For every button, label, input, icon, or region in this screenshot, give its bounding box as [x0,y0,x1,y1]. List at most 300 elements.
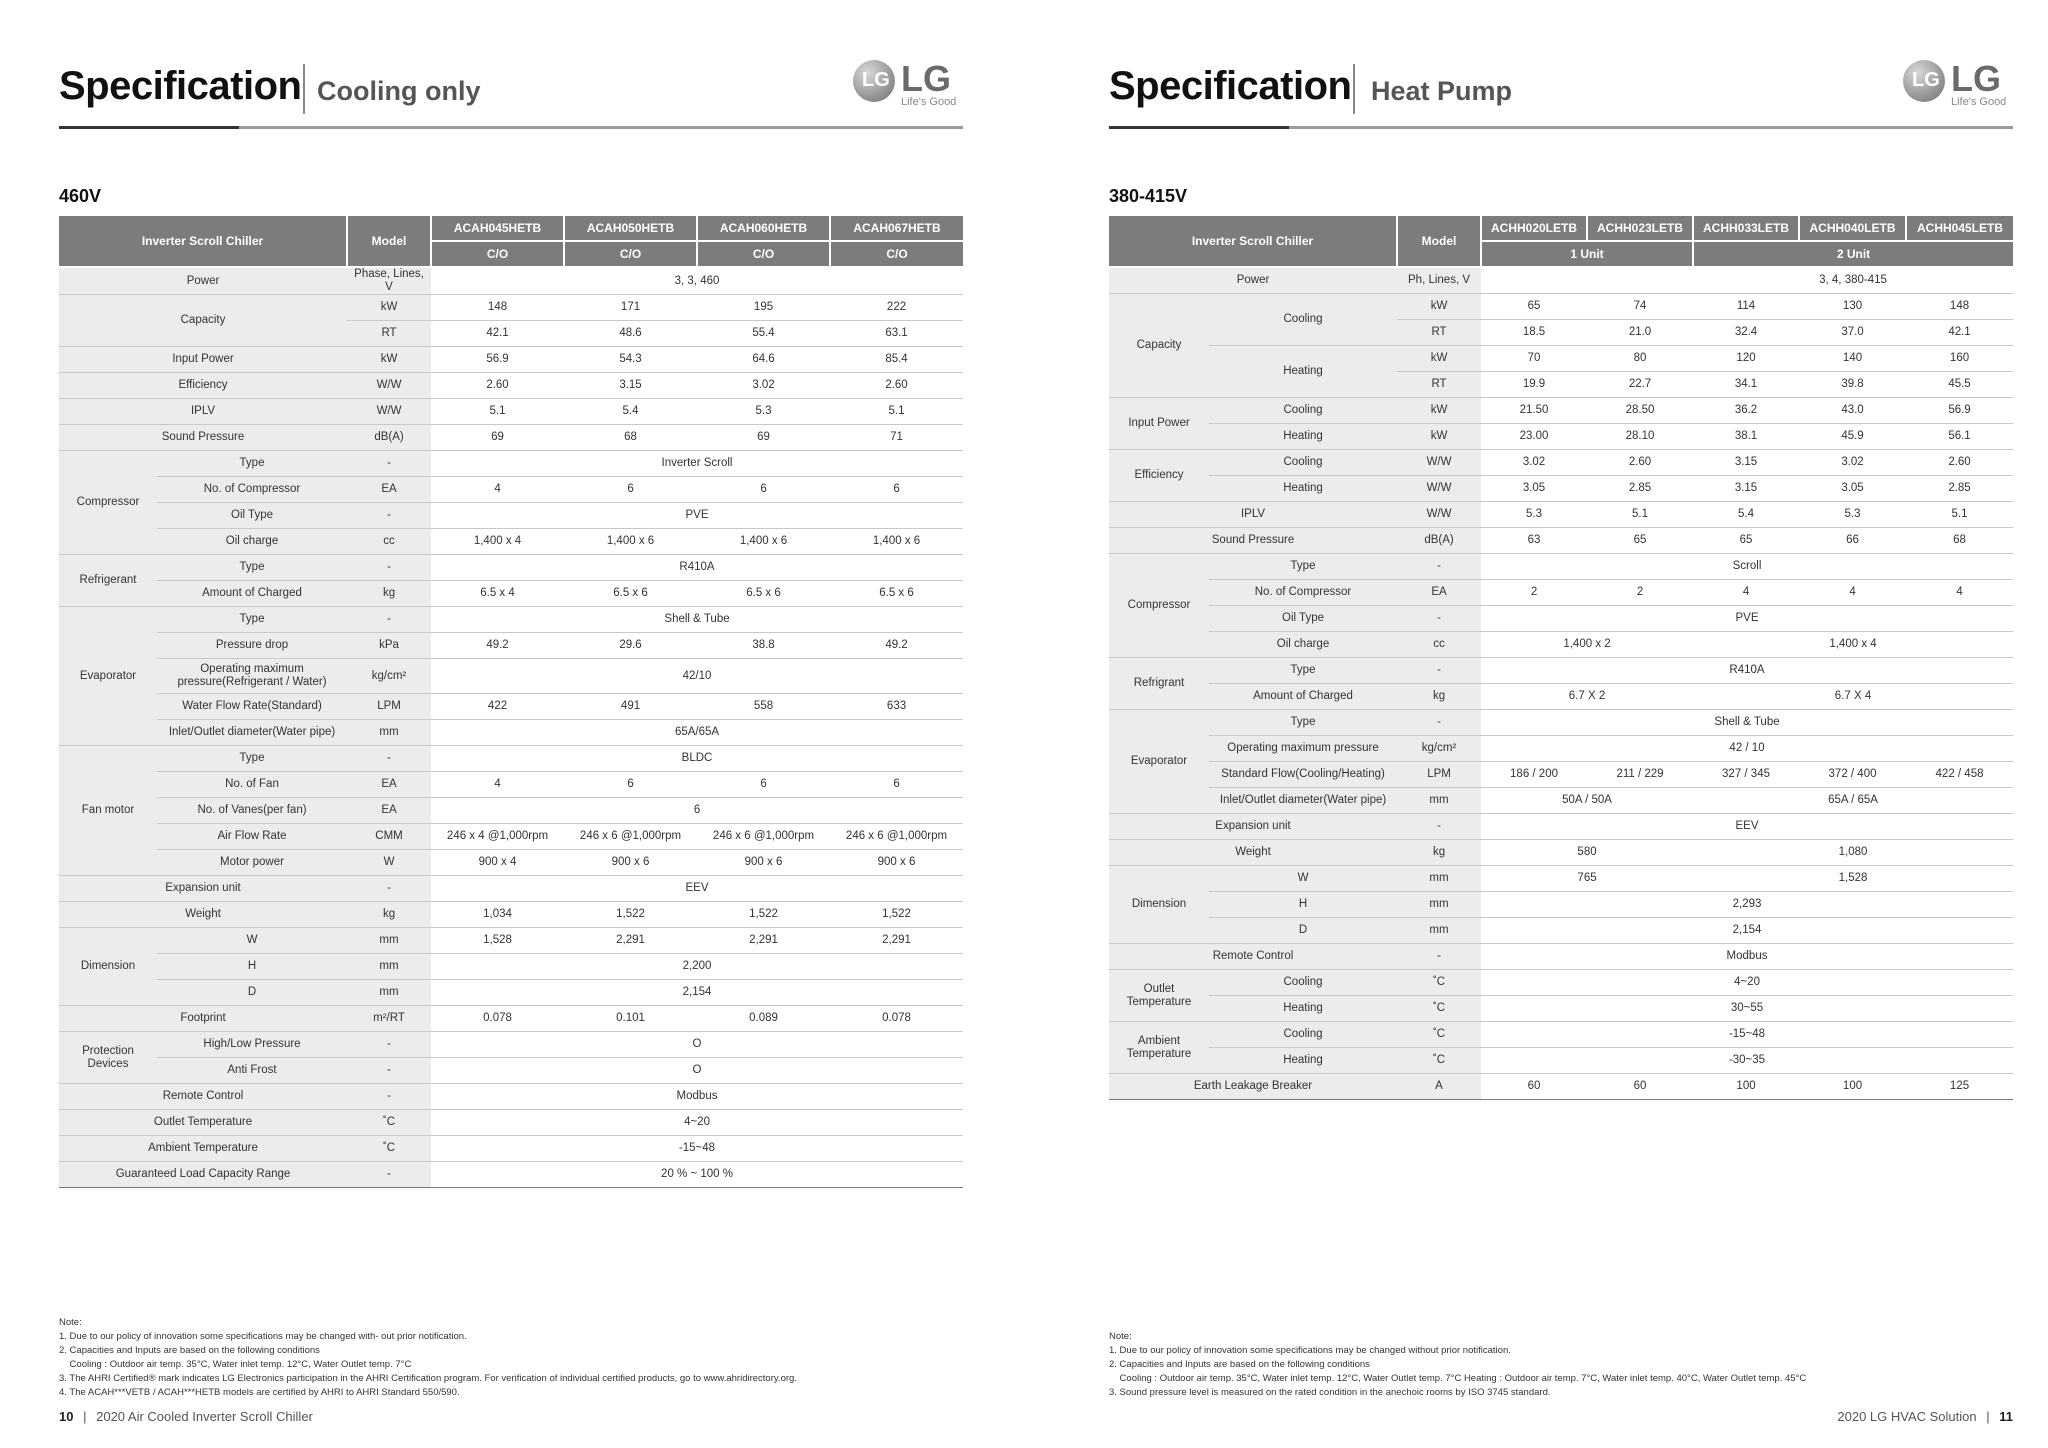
row-item-label: Oil charge [157,529,347,555]
unit-cell: kW [347,347,431,373]
lg-logo: LG LG Life's Good [853,58,963,114]
row-item-label: Oil Type [157,503,347,529]
unit-cell: kg/cm² [347,659,431,694]
value-cell: 327 / 345 [1693,762,1799,788]
table-row [1109,554,2013,580]
table-row [1109,398,2013,424]
table-row [59,451,963,477]
page-subtitle: Heat Pump [1371,76,1513,106]
unit-cell: EA [347,477,431,503]
value-cell: 4~20 [1481,970,2013,996]
value-cell: 65 [1481,294,1587,320]
unit-cell: kg [1397,684,1481,710]
table-row [59,477,963,503]
unit-cell: mm [347,720,431,746]
model-header: Model [347,216,431,267]
value-cell: 2.85 [1906,476,2013,502]
row-group-label: Expansion unit [59,876,347,902]
row-group-label: Sound Pressure [59,425,347,451]
value-cell: 0.089 [697,1006,830,1032]
row-item-label: Inlet/Outlet diameter(Water pipe) [157,720,347,746]
unit-cell: - [1397,658,1481,684]
unit-cell: kPa [347,633,431,659]
row-item-label: No. of Fan [157,772,347,798]
value-cell: 1,034 [431,902,564,928]
unit-cell: mm [1397,892,1481,918]
value-cell: 2,291 [697,928,830,954]
unit-cell: A [1397,1074,1481,1100]
value-cell: 1,400 x 4 [431,529,564,555]
row-item-label: Heating [1209,1048,1397,1074]
value-cell: 34.1 [1693,372,1799,398]
model-column-header: ACHH040LETB [1799,216,1906,241]
value-cell: 69 [431,425,564,451]
unit-cell: - [1397,944,1481,970]
value-cell: 246 x 6 @1,000rpm [564,824,697,850]
value-cell: 21.50 [1481,398,1587,424]
value-cell: O [431,1058,963,1084]
value-cell: Scroll [1481,554,2013,580]
row-item-label: H [1209,892,1397,918]
row-item-label: High/Low Pressure [157,1032,347,1058]
value-cell: 246 x 6 @1,000rpm [697,824,830,850]
value-cell: 558 [697,694,830,720]
table-row [59,1162,963,1188]
row-group-label: Efficiency [1109,450,1209,502]
value-cell: 1,522 [564,902,697,928]
note-line: Note: [59,1317,82,1328]
table-row [59,954,963,980]
value-cell: PVE [1481,606,2013,632]
value-cell: 4 [431,772,564,798]
value-cell: 37.0 [1799,320,1906,346]
value-cell: 49.2 [830,633,963,659]
value-cell: 580 [1481,840,1693,866]
table-row [1109,606,2013,632]
unit-cell: kW [347,295,431,321]
footer-title: 2020 LG HVAC Solution [1837,1409,1977,1424]
value-cell: 3.15 [1693,450,1799,476]
table-row [59,503,963,529]
row-group-label: Power [59,267,347,295]
table-row [59,581,963,607]
value-cell: 66 [1799,528,1906,554]
value-cell: 5.3 [1799,502,1906,528]
row-group-label: Sound Pressure [1109,528,1397,554]
value-cell: 19.9 [1481,372,1587,398]
table-row [1109,1048,2013,1074]
row-item-label: Amount of Charged [157,581,347,607]
value-cell: 900 x 6 [830,850,963,876]
table-row [59,1032,963,1058]
unit-cell: ˚C [1397,996,1481,1022]
value-cell: O [431,1032,963,1058]
row-item-label: Operating maximum pressure(Refrigerant / Water) [157,659,347,694]
value-cell: 6 [697,477,830,503]
unit-cell: - [347,1032,431,1058]
unit-cell: kW [1397,424,1481,450]
unit-cell: ˚C [1397,1022,1481,1048]
unit-cell: - [347,746,431,772]
table-row [1109,1022,2013,1048]
value-cell: 1,080 [1693,840,2013,866]
value-cell: 65 [1693,528,1799,554]
unit-cell: W/W [347,399,431,425]
value-cell: 6 [830,477,963,503]
value-cell: 56.9 [1906,398,2013,424]
value-cell: 68 [564,425,697,451]
table-row [59,529,963,555]
mode-header: C/O [431,241,564,267]
unit-cell: mm [1397,866,1481,892]
value-cell: 5.4 [1693,502,1799,528]
table-row [1109,918,2013,944]
unit-cell: kg [347,581,431,607]
model-column-header: ACAH060HETB [697,216,830,241]
value-cell: 491 [564,694,697,720]
value-cell: 3.02 [1481,450,1587,476]
note-line: 1. Due to our policy of innovation some specifications may be changed without prior notification. [1109,1345,1511,1356]
value-cell: 900 x 4 [431,850,564,876]
table-row [59,902,963,928]
unit-cell: - [1397,814,1481,840]
row-item-label: Anti Frost [157,1058,347,1084]
note-line: Note: [1109,1331,1132,1342]
unit-cell: kg [1397,840,1481,866]
row-group-label: Power [1109,267,1397,294]
value-cell: 39.8 [1799,372,1906,398]
value-cell: 211 / 229 [1587,762,1693,788]
value-cell: 18.5 [1481,320,1587,346]
row-item-label: Heating [1209,424,1397,450]
row-item-label: No. of Vanes(per fan) [157,798,347,824]
table-row [1109,684,2013,710]
table-row [59,295,963,321]
row-group-label: Ambient Temperature [1109,1022,1209,1074]
value-cell: 4~20 [431,1110,963,1136]
page-footer: 10 | 2020 Air Cooled Inverter Scroll Chiller [59,1409,313,1424]
value-cell: 114 [1693,294,1799,320]
row-group-label: Footprint [59,1006,347,1032]
table-row [1109,502,2013,528]
table-row [1109,580,2013,606]
value-cell: Inverter Scroll [431,451,963,477]
note-line: 4. The ACAH***VETB / ACAH***HETB models are certified by AHRI to AHRI Standard 550/590. [59,1387,460,1398]
model-column-header: ACAH050HETB [564,216,697,241]
mode-header: C/O [564,241,697,267]
row-item-label: No. of Compressor [157,477,347,503]
value-cell: 372 / 400 [1799,762,1906,788]
value-cell: 3.05 [1799,476,1906,502]
value-cell: PVE [431,503,963,529]
table-row [59,746,963,772]
value-cell: 195 [697,295,830,321]
value-cell: 4 [1799,580,1906,606]
row-item-label: Inlet/Outlet diameter(Water pipe) [1209,788,1397,814]
table-row [1109,294,2013,320]
model-header: Model [1397,216,1481,267]
value-cell: 71 [830,425,963,451]
row-item-label: Cooling [1209,294,1397,346]
unit-cell: W/W [347,373,431,399]
value-cell: 2.60 [431,373,564,399]
table-row [1109,892,2013,918]
unit-cell: - [347,555,431,581]
unit-cell: - [347,1162,431,1188]
spec-table [1109,216,2013,1100]
note-line: 3. Sound pressure level is measured on the rated condition in the anechoic rooms by ISO 3745 standard. [1109,1387,1551,1398]
value-cell: 65A / 65A [1693,788,2013,814]
value-cell: 38.8 [697,633,830,659]
value-cell: 22.7 [1587,372,1693,398]
table-row [59,798,963,824]
value-cell: Shell & Tube [431,607,963,633]
value-cell: BLDC [431,746,963,772]
note-line: 2. Capacities and Inputs are based on the following conditions [1109,1359,1370,1370]
value-cell: 5.3 [1481,502,1587,528]
notes [59,1316,797,1400]
value-cell: 0.078 [830,1006,963,1032]
row-item-label: H [157,954,347,980]
row-item-label: Heating [1209,476,1397,502]
table-row [1109,866,2013,892]
value-cell: 85.4 [830,347,963,373]
table-row [59,347,963,373]
note-line: Cooling : Outdoor air temp. 35°C, Water inlet temp. 12°C, Water Outlet temp. 7°C Heating : Outdoor air temp. 7°C, Water inlet temp. 40°C, Water Outlet temp. 45°C [1109,1373,1807,1384]
value-cell: 422 [431,694,564,720]
value-cell: 633 [830,694,963,720]
value-cell: 45.9 [1799,424,1906,450]
value-cell: 63.1 [830,321,963,347]
unit-cell: ˚C [347,1136,431,1162]
row-item-label: Heating [1209,996,1397,1022]
table-row [1109,346,2013,372]
unit-cell: W/W [1397,450,1481,476]
value-cell: 1,522 [697,902,830,928]
footer-title: 2020 Air Cooled Inverter Scroll Chiller [96,1409,313,1424]
value-cell: 6 [431,798,963,824]
table-row [1109,658,2013,684]
value-cell: 2,293 [1481,892,2013,918]
value-cell: 186 / 200 [1481,762,1587,788]
unit-cell: cc [347,529,431,555]
header-rule [1109,126,2013,129]
table-row [59,399,963,425]
value-cell: 160 [1906,346,2013,372]
table-row [59,1084,963,1110]
row-item-label: Operating maximum pressure [1209,736,1397,762]
value-cell: R410A [431,555,963,581]
value-cell: 1,400 x 4 [1693,632,2013,658]
value-cell: 29.6 [564,633,697,659]
unit-cell: EA [1397,580,1481,606]
value-cell: 2.85 [1587,476,1693,502]
unit-cell: dB(A) [347,425,431,451]
unit-cell: ˚C [1397,970,1481,996]
row-item-label: Type [157,451,347,477]
model-column-header: ACHH023LETB [1587,216,1693,241]
page-footer: 2020 LG HVAC Solution | 11 [1837,1409,2013,1424]
table-row [59,1136,963,1162]
model-column-header: ACAH067HETB [830,216,963,241]
page-subtitle: Cooling only [317,76,481,106]
value-cell: 6.5 x 6 [830,581,963,607]
value-cell: 100 [1799,1074,1906,1100]
value-cell: 1,400 x 6 [830,529,963,555]
value-cell: 3.02 [1799,450,1906,476]
row-item-label: Standard Flow(Cooling/Heating) [1209,762,1397,788]
unit-cell: W/W [1397,476,1481,502]
row-item-label: Type [1209,554,1397,580]
value-cell: 2,291 [564,928,697,954]
value-cell: 130 [1799,294,1906,320]
value-cell: 28.10 [1587,424,1693,450]
row-group-label: Weight [59,902,347,928]
value-cell: 5.4 [564,399,697,425]
unit-cell: kW [1397,398,1481,424]
mode-header: C/O [830,241,963,267]
unit-cell: mm [1397,918,1481,944]
row-item-label: Type [1209,658,1397,684]
row-group-label: Remote Control [59,1084,347,1110]
table-row [59,980,963,1006]
unit-cell: LPM [1397,762,1481,788]
model-column-header: ACHH033LETB [1693,216,1799,241]
row-group-label: Expansion unit [1109,814,1397,840]
right-page [1109,0,2013,1448]
value-cell [1481,267,1693,294]
page-number: 11 [1999,1409,2013,1424]
table-row [59,1006,963,1032]
value-cell: 54.3 [564,347,697,373]
page-header [59,58,963,132]
value-cell: 2.60 [830,373,963,399]
table-row [59,824,963,850]
unit-cell: - [1397,554,1481,580]
table-row [59,720,963,746]
lg-logo-icon: LG [853,60,895,102]
mode-header: C/O [697,241,830,267]
value-cell: 50A / 50A [1481,788,1693,814]
table-row [1109,788,2013,814]
row-item-label: Amount of Charged [1209,684,1397,710]
value-cell: 1,400 x 6 [697,529,830,555]
unit-cell: kW [1397,346,1481,372]
value-cell: 4 [1693,580,1799,606]
row-item-label: Cooling [1209,398,1397,424]
value-cell: 65A/65A [431,720,963,746]
row-item-label: Heating [1209,346,1397,398]
value-cell: 70 [1481,346,1587,372]
table-row [1109,632,2013,658]
value-cell: 246 x 4 @1,000rpm [431,824,564,850]
row-group-label: Dimension [59,928,157,1006]
value-cell: 30~55 [1481,996,2013,1022]
value-cell: 6 [564,477,697,503]
unit-cell: - [347,451,431,477]
value-cell: 3, 4, 380-415 [1693,267,2013,294]
unit-cell: cc [1397,632,1481,658]
title-divider [1353,64,1355,114]
lg-logo: LG LG Life's Good [1903,58,2013,114]
value-cell: 3, 3, 460 [431,267,963,295]
row-item-label: Water Flow Rate(Standard) [157,694,347,720]
value-cell: 0.078 [431,1006,564,1032]
note-line: 3. The AHRI Certified® mark indicates LG Electronics participation in the AHRI Certification program. For verification of individual certified products, go to www.ahridirectory.org. [59,1373,797,1384]
voltage-heading: 380-415V [1109,186,1188,206]
table-row [59,850,963,876]
row-item-label: Oil Type [1209,606,1397,632]
row-item-label: Type [157,746,347,772]
value-cell: 6 [564,772,697,798]
value-cell: 148 [431,295,564,321]
row-item-label: Air Flow Rate [157,824,347,850]
value-cell: 60 [1481,1074,1587,1100]
unit-cell: EA [347,772,431,798]
spec-table [59,216,963,1188]
row-item-label: Type [1209,710,1397,736]
row-item-label: Oil charge [1209,632,1397,658]
value-cell: 20 % ~ 100 % [431,1162,963,1188]
voltage-heading: 460V [59,186,102,206]
table-row [1109,944,2013,970]
table-row [59,633,963,659]
row-item-label: Type [157,555,347,581]
unit-cell: ˚C [347,1110,431,1136]
value-cell: 100 [1693,1074,1799,1100]
value-cell: 69 [697,425,830,451]
value-cell: 6.5 x 4 [431,581,564,607]
value-cell: 2,154 [1481,918,2013,944]
lg-logo-icon: LG [1903,60,1945,102]
row-group-label: Weight [1109,840,1397,866]
value-cell: 56.9 [431,347,564,373]
table-row [59,1110,963,1136]
value-cell: Modbus [1481,944,2013,970]
row-group-label: Evaporator [59,607,157,746]
value-cell: 42.1 [1906,320,2013,346]
value-cell: 171 [564,295,697,321]
row-group-label: Remote Control [1109,944,1397,970]
row-group-label: Ambient Temperature [59,1136,347,1162]
unit-cell: RT [1397,372,1481,398]
unit-cell: - [347,876,431,902]
value-cell: EEV [431,876,963,902]
value-cell: 63 [1481,528,1587,554]
table-row [1109,736,2013,762]
row-item-label: Cooling [1209,450,1397,476]
unit-cell: mm [1397,788,1481,814]
table-corner-header: Inverter Scroll Chiller [1109,216,1397,267]
notes [1109,1330,1806,1400]
row-group-label: Evaporator [1109,710,1209,814]
value-cell: 28.50 [1587,398,1693,424]
value-cell: 900 x 6 [564,850,697,876]
unit-cell: - [347,503,431,529]
value-cell: 1,400 x 6 [564,529,697,555]
value-cell: 0.101 [564,1006,697,1032]
row-item-label: W [1209,866,1397,892]
model-column-header: ACHH045LETB [1906,216,2013,241]
value-cell: 6.5 x 6 [564,581,697,607]
value-cell: -15~48 [431,1136,963,1162]
table-row [1109,1074,2013,1100]
value-cell: 45.5 [1906,372,2013,398]
table-row [1109,996,2013,1022]
row-group-label: Guaranteed Load Capacity Range [59,1162,347,1188]
value-cell: 3.15 [1693,476,1799,502]
unit-cell: Ph, Lines, V [1397,267,1481,294]
